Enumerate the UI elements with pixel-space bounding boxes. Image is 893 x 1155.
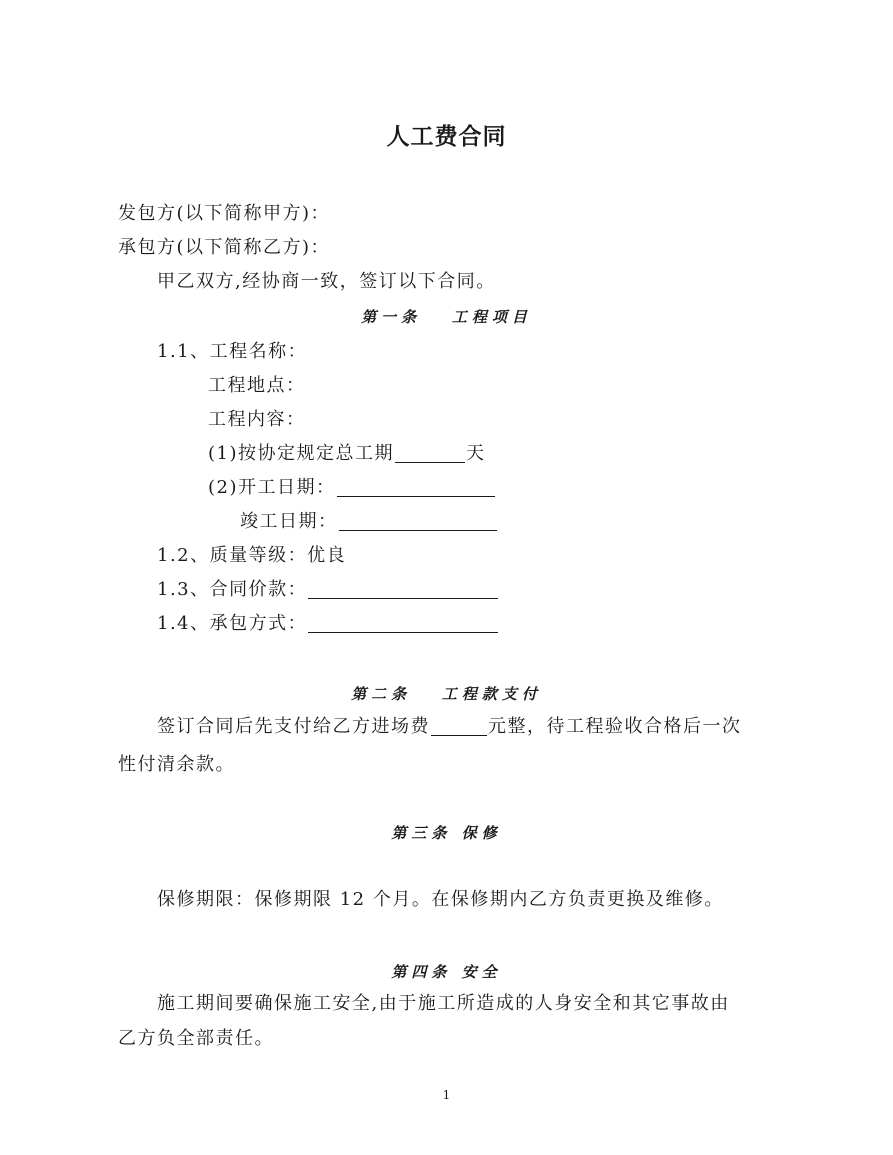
- duration-blank: [395, 444, 465, 463]
- start-date-blank: [337, 478, 495, 497]
- project-name-line: 1.1、工程名称：: [157, 341, 308, 362]
- page-number: 1: [442, 1088, 451, 1102]
- start-date-label: (2)开工日期：: [208, 477, 336, 498]
- safety-line-1: 施工期间要确保施工安全,由于施工所造成的人身安全和其它事故由: [157, 993, 730, 1014]
- start-date-line: [208, 476, 496, 500]
- safety-line-2: 乙方负全部责任。: [118, 1028, 274, 1049]
- article4-heading: 第四条 安全: [391, 963, 502, 981]
- document-title: 人工费合同: [386, 124, 507, 150]
- payment-line-1: [157, 715, 742, 739]
- article3-heading: 第三条 保修: [391, 824, 502, 842]
- method-blank: [308, 614, 498, 633]
- article2-heading: 第二条 工程款支付: [351, 685, 542, 703]
- project-location-line: 工程地点：: [208, 375, 306, 396]
- method-label: 1.4、承包方式：: [157, 613, 308, 634]
- duration-suffix: 天: [466, 443, 486, 464]
- party-a-line: 发包方(以下简称甲方)：: [118, 203, 331, 224]
- project-content-line: 工程内容：: [208, 409, 306, 430]
- end-date-label: 竣工日期：: [240, 511, 338, 532]
- preamble-line: 甲乙双方,经协商一致，签订以下合同。: [157, 271, 496, 292]
- article1-heading: 第一条 工程项目: [361, 308, 532, 326]
- duration-line: [208, 442, 486, 466]
- payment-suffix: 元整，待工程验收合格后一次: [488, 716, 742, 737]
- payment-blank: [431, 717, 487, 736]
- quality-line: 1.2、质量等级：优良: [157, 545, 347, 566]
- warranty-line: 保修期限：保修期限 12 个月。在保修期内乙方负责更换及维修。: [157, 889, 724, 910]
- method-line: [157, 612, 499, 636]
- payment-line-2: 性付清余款。: [118, 754, 235, 775]
- duration-prefix: (1)按协定规定总工期: [208, 443, 394, 464]
- payment-prefix: 签订合同后先支付给乙方进场费: [157, 716, 430, 737]
- price-blank: [308, 580, 498, 599]
- party-b-line: 承包方(以下简称乙方)：: [118, 237, 331, 258]
- end-date-blank: [339, 512, 497, 531]
- price-line: [157, 578, 499, 602]
- end-date-line: [240, 510, 498, 534]
- price-label: 1.3、合同价款：: [157, 579, 308, 600]
